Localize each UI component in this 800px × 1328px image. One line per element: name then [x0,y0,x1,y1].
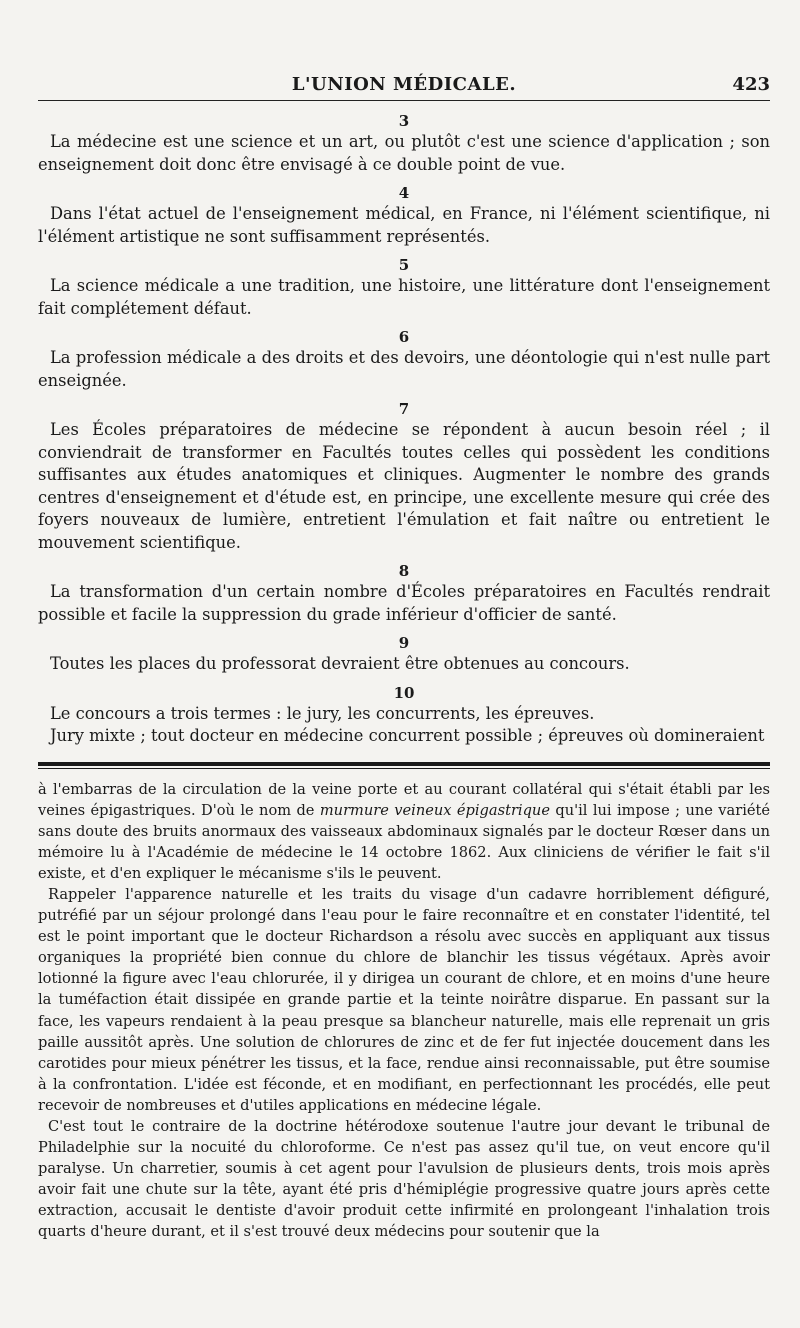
article-text-continued: Jury mixte ; tout docteur en médecine concurrent possible ; épreuves où domineraient [50,726,765,745]
article-text: La médecine est une science et un art, ou plutôt c'est une science d'application ; son enseignement doit donc être envisagé à ce double point de vue. [38,132,770,174]
article-number: 4 [398,184,410,202]
page-header [38,70,770,101]
feuilleton-paragraph: C'est tout le contraire de la doctrine hétérodoxe soutenue l'autre jour devant le tribunal de Philadelphie sur la nocuité du chloroforme. Ce n'est pas assez qu'il tue, on veut encore qu'il paralyse. Un charretier, soumis à cet agent pour l'avulsion de plusieurs dents, trois mois après avoir fait une chute sur la tête, ayant été pris d'hémiplégie progressive quatre jours après cette extraction, accusait le dentiste d'avoir produit cette infirmité en prolongeant l'inhalation trois quarts d'heure durant, et il s'est trouvé deux médecins pour soutenir que la [38,1118,770,1241]
article-number: 9 [398,634,410,652]
article-text: La science médicale a une tradition, une histoire, une littérature dont l'enseignement fait complétement défaut. [38,276,770,318]
page-number: 423 [732,74,770,95]
article-number: 7 [398,400,410,418]
articles-section [38,111,770,748]
footnote-separator-thin [38,768,770,769]
article-text: Le concours a trois termes : le jury, les concurrents, les épreuves. [50,703,595,723]
article-text: La profession médicale a des droits et des devoirs, une déontologie qui n'est nulle part enseignée. [38,348,770,390]
article-number: 8 [398,562,410,580]
article-text: Les Écoles préparatoires de médecine se répondent à aucun besoin réel ; il conviendrait de transformer en Facultés toutes celles qui possèdent les conditions suffisantes aux études anatomiques et cliniques. Augmenter le nombre des grands centres d'enseignement et d'étude est, en principe, une excellente mesure qui crée des foyers nouveaux de lumière, entretient l'émulation et fait naître ou entretient le mouvement scientifique. [38,420,770,552]
feuilleton-text: à l'embarras de la circulation de la veine porte et au courant collatéral qui s'était établi par les veines épigastriques. D'où le nom de [38,780,770,819]
article-text: Toutes les places du professorat devraient être obtenues au concours. [50,654,630,673]
article-text: Dans l'état actuel de l'enseignement médical, en France, ni l'élément scientifique, ni l'élément artistique ne sont suffisamment représentés. [38,204,770,246]
footnote-separator [38,762,770,766]
article-number: 5 [398,256,410,274]
running-title: L'UNION MÉDICALE. [291,74,517,95]
article-number: 3 [398,112,410,130]
feuilleton-paragraph [38,779,770,884]
feuilleton-italic-term: murmure veineux épigastrique [319,801,550,819]
feuilleton-text: qu'il lui impose ; une variété sans doute des bruits anormaux des vaisseaux abdominaux signalés par le docteur Rœser dans un mémoire lu à l'Académie de médecine le 14 octobre 1862. Aux cliniciens de vérifier le fait s'il existe, et d'en expliquer le mécanisme s'ils le peuvent. [38,801,771,882]
article-number: 6 [398,328,410,346]
feuilleton-paragraph: Rappeler l'apparence naturelle et les traits du visage d'un cadavre horriblement défiguré, putréfié par un séjour prolongé dans l'eau pour le faire reconnaître et en constater l'identité, tel est le point important que le docteur Richardson a résolu avec succès en appliquant aux tissus organiques la propriété bien connue du chlore de blanchir les tissus végétaux. Après avoir lotionné la figure avec l'eau chlorurée, il y dirigea un courant de chlore, et en moins d'une heure la tuméfaction était dissipée en grande partie et la teinte noirâtre disparue. En passant sur la face, les vapeurs rendaient à la peau presque sa blancheur naturelle, mais elle reprenait un gris paille aussitôt après. Une solution de chlorures de zinc et de fer fut injectée doucement dans les carotides pour mieux pénétrer les tissus, et la face, rendue ainsi reconnaissable, put être soumise à la confrontation. L'idée est féconde, et en modifiant, en perfectionnant les procédés, elle peut recevoir de nombreuses et d'utiles applications en médecine légale. [38,885,770,1114]
feuilleton-section [38,779,770,1243]
article-number: 10 [393,683,415,702]
article-text: La transformation d'un certain nombre d'Écoles préparatoires en Facultés rendrait possible et facile la suppression du grade inférieur d'officier de santé. [38,582,770,624]
